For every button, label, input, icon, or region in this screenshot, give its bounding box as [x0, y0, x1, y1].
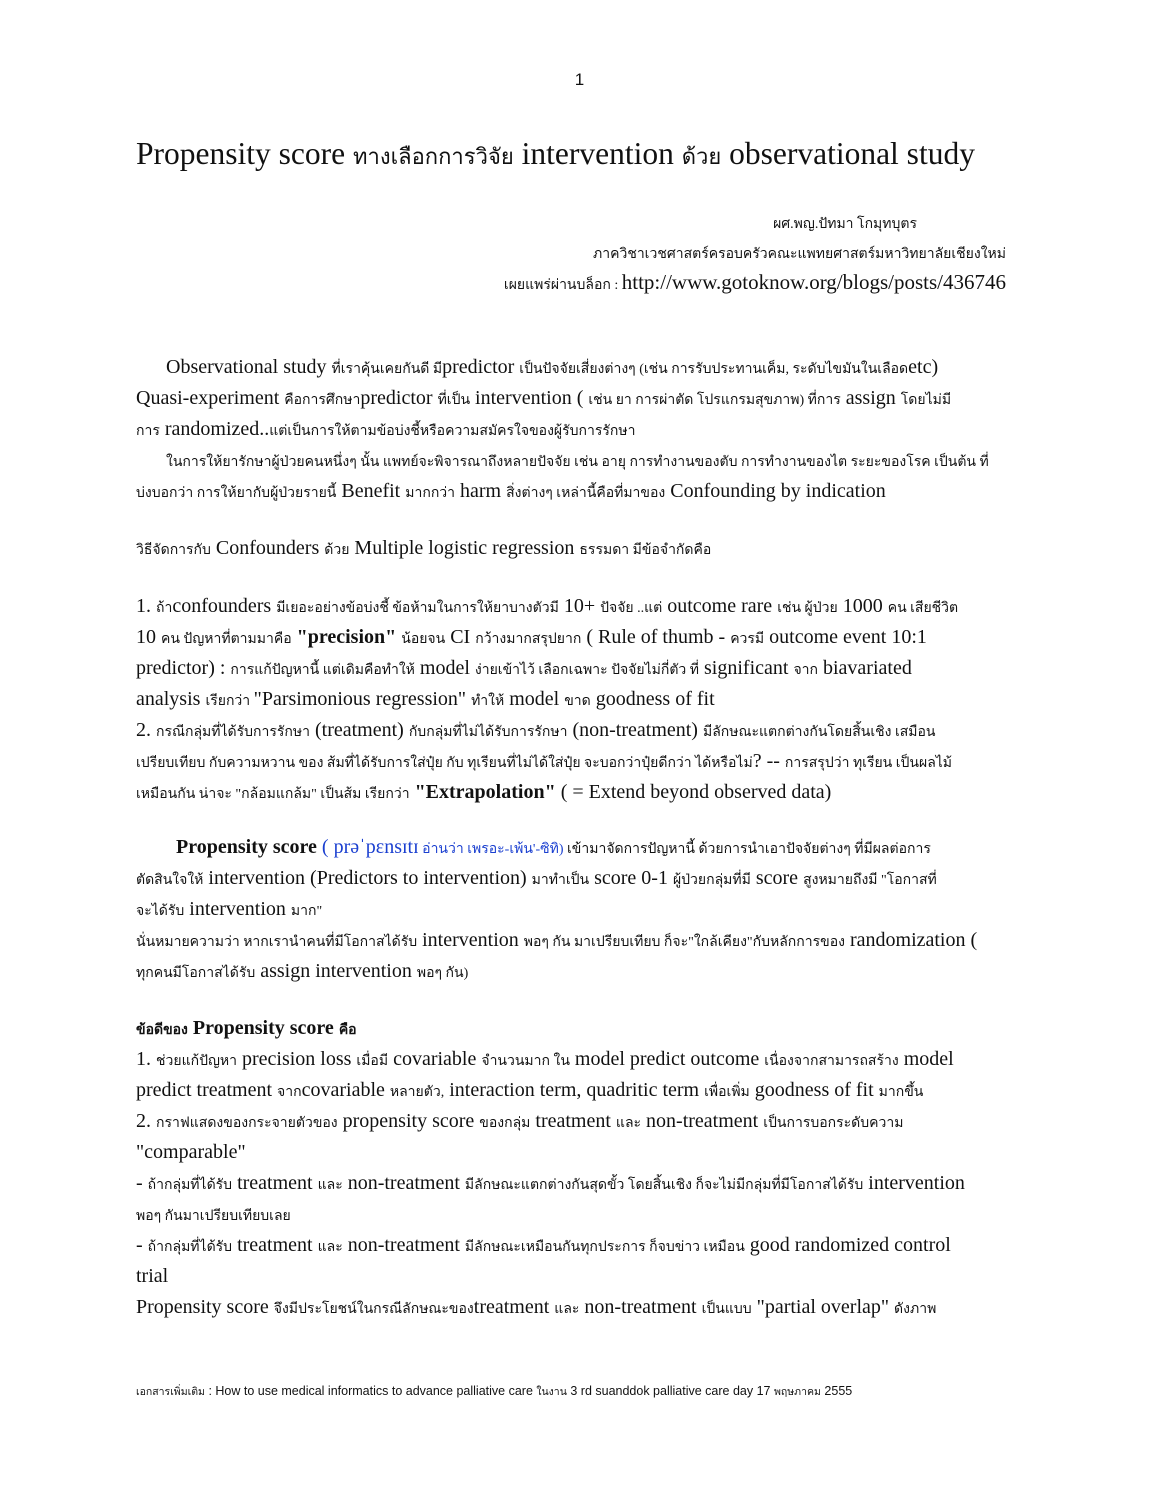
paragraph-propensity-score: Propensity score ( prəˈpɛnsɪtɪ อ่านว่า เพรอะ-เพ้น'-ซิทิ) เข้ามาจัดการปัญหานี้ ด้วยการนำเอาปัจจัยต่างๆ ที่มีผลต่อการ ตัดสินใจให้ intervention (Predictors to intervention) มาทำเป็น score 0-1 ผู้ป่วยกลุ่มที่มี score สูงหมายถึงมี "โอกาสที่ จะได้รับ intervention มาก" นั่นหมายความว่า หากเรานำคนที่มีโอกาสได้รับ intervention พอๆ กัน มาเปรียบเทียบ ก็จะ"ใกล้เคียง"กับหลักการของ randomization ( ทุกคนมีโอกาสได้รับ assign intervention พอๆ กัน): [136, 836, 978, 982]
author-name: ผศ.พญ.ปัทมา โกมุทบุตร: [773, 217, 917, 232]
page-number: 1: [574, 70, 585, 89]
paragraph-confounders: วิธีจัดการกับ Confounders ด้วย Multiple logistic regression ธรรมดา มีข้อจำกัดคือ: [136, 537, 712, 559]
author-affiliation: ภาควิชาเวชศาสตร์ครอบครัวคณะแพทยศาสตร์มหาวิทยาลัยเชียงใหม่: [593, 247, 1006, 262]
advantages-heading: ข้อดีของ Propensity score คือ: [136, 1017, 357, 1039]
blog-url-link[interactable]: http://www.gotoknow.org/blogs/posts/436746: [621, 270, 1006, 294]
page-footer: เอกสารเพิ่มเติม : How to use medical informatics to advance palliative care ในงาน 3 rd suanddok palliative care day 17 พฤษภาคม 2555: [136, 1384, 853, 1398]
paragraph-advantages: ข้อดีของ Propensity score คือ 1. ช่วยแก้ปัญหา precision loss เมื่อมี covariable จำนวนมาก ใน model predict outcome เนื่องจากสามารถสร้าง model predict treatment จากcovariable หลายตัว, interaction term, quadritic term เพื่อเพิ่ม goodness of fit มากขึ้น 2. กราฟแสดงของกระจายตัวของ propensity score ของกลุ่ม treatment และ non-treatment เป็นการบอกระดับความ "comparable" - ถ้ากลุ่มที่ได้รับ treatment และ non-treatment มีลักษณะแตกต่างกันสุดขั้ว โดยสิ้นเชิง ก็จะไม่มีกลุ่มที่มีโอกาสได้รับ intervention พอๆ กันมาเปรียบเทียบเลย - ถ้ากลุ่มที่ได้รับ treatment และ non-treatment มีลักษณะเหมือนกันทุกประการ ก็จบข่าว เหมือน good randomized control trial Propensity score จึงมีประโยชน์ในกรณีลักษณะของtreatment และ non-treatment เป็นแบบ "partial overlap" ดังภาพ: [136, 1013, 1026, 1323]
paragraph-observational-study: Observational study ที่เราคุ้นเคยกันดี มีpredictor เป็นปัจจัยเสี่ยงต่างๆ (เช่น การรับประทานเค็ม, ระดับไขมันในเลือดetc) Quasi-experiment คือการศึกษาpredictor ที่เป็น intervention ( เช่น ยา การผ่าตัด โปรแกรมสุขภาพ) ที่การ assign โดยไม่มี การ randomized..แต่เป็นการให้ตามข้อบ่งชี้หรือความสมัครใจของผู้รับการรักษา ในการให้ยารักษาผู้ป่วยคนหนึ่งๆ นั้น แพทย์จะพิจารณาถึงหลายปัจจัย เช่น อายุ การทำงานของตับ การทำงานของไต ระยะของโรค เป็นต้น ที่ บ่งบอกว่า การให้ยากับผู้ป่วยรายนี้ Benefit มากกว่า harm สิ่งต่างๆ เหล่านี้คือที่มาของ Confounding by indication: [136, 356, 989, 502]
document-title: Propensity score ทางเลือกการวิจัย intervention ด้วย observational study: [136, 136, 975, 171]
paragraph-limitations: 1. ถ้าconfounders มีเยอะอย่างข้อบ่งชี้ ข้อห้ามในการให้ยาบางตัวมี 10+ ปัจจัย ..แต่ outcome rare เช่น ผู้ป่วย 1000 คน เสียชีวิต 10 คน ปัญหาที่ตามมาคือ "precision" น้อยจน CI กว้างมากสรุปยาก ( Rule of thumb - ควรมี outcome event 10:1 predictor) : การแก้ปัญหานี้ แต่เดิมคือทำให้ model ง่ายเข้าไว้ เลือกเฉพาะ ปัจจัยไม่กี่ตัว ที่ significant จาก biavariated analysis เรียกว่า "Parsimonious regression" ทำให้ model ขาด goodness of fit 2. กรณีกลุ่มที่ได้รับการรักษา (treatment) กับกลุ่มที่ไม่ได้รับการรักษา (non-treatment) มีลักษณะแตกต่างกันโดยสิ้นเชิง เสมือน เปรียบเทียบ กับความหวาน ของ ส้มที่ได้รับการใส่ปุ๋ย กับ ทุเรียนที่ไม่ได้ใส่ปุ๋ย จะบอกว่าปุ๋ยดีกว่า ได้หรือไม่? -- การสรุปว่า ทุเรียน เป็นผลไม้ เหมือนกัน น่าจะ "กล้อมแกล้ม" เป็นส้ม เรียกว่า "Extrapolation" ( = Extend beyond observed data): [136, 595, 959, 803]
author-blog-link: เผยแพร่ผ่านบล็อก : http://www.gotoknow.org/blogs/posts/436746: [503, 270, 1006, 294]
